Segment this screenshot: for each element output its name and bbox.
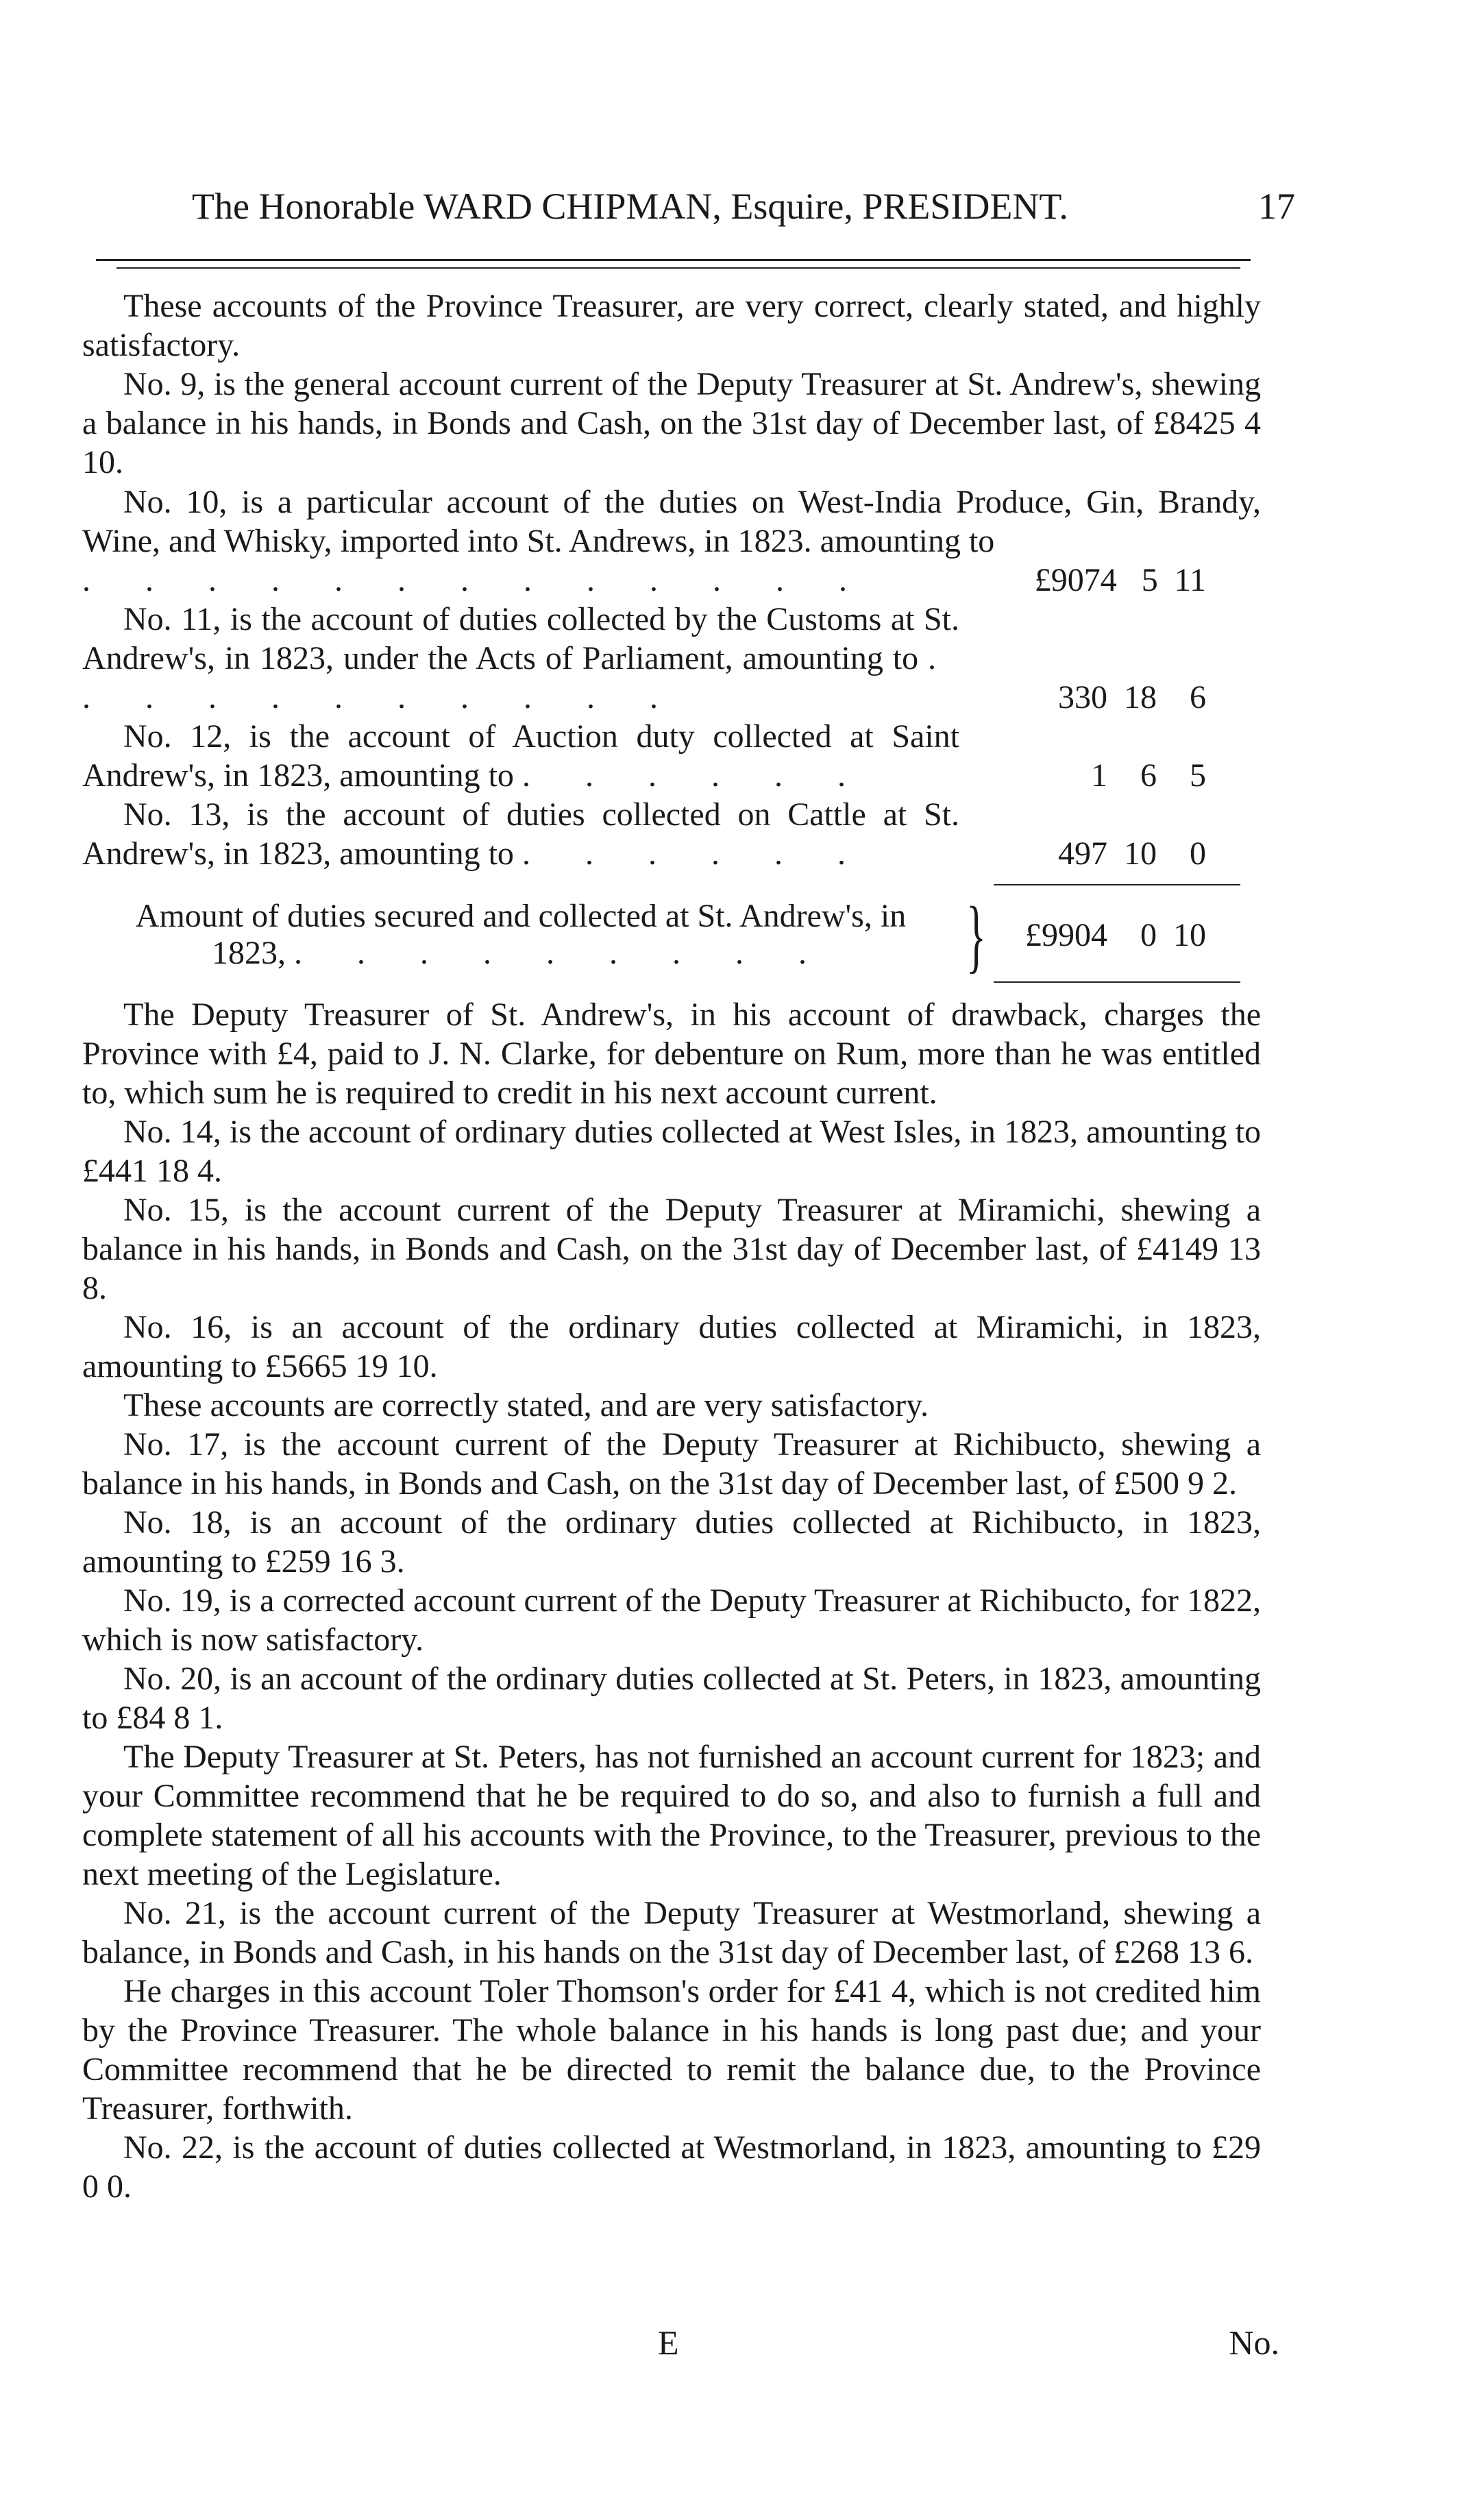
paragraph-no18: No. 18, is an account of the ordinary duties collected at Richibucto, in 1823, amounting to £259 16 3. (82, 1504, 1261, 1580)
no10-amount-line (82, 561, 1261, 600)
page-number: 17 (1258, 186, 1295, 227)
total-amount: £9904 0 10 (1025, 917, 1206, 953)
paragraph-no19: No. 19, is a corrected account current of the Deputy Treasurer at Richibucto, for 1822, which is now satisfactory. (82, 1582, 1261, 1658)
paragraph-no20: No. 20, is an account of the ordinary duties collected at St. Peters, in 1823, amounting to £84 8 1. (82, 1661, 1261, 1736)
section-body (82, 995, 1261, 2206)
no10-amount: £9074 5 11 (1034, 562, 1206, 598)
curly-brace: } (966, 890, 986, 981)
paragraph-no21: No. 21, is the account current of the Deputy Treasurer at Westmorland, shewing a balance, in Bonds and Cash, in his hands on the 31st day of December last, of £268 13 6. (82, 1895, 1261, 1970)
paragraph-stpeters: The Deputy Treasurer at St. Peters, has not furnished an account current for 1823; and your Committee recommend that he be required to do so, and also to furnish a full and complete statement of all his accounts with the Province, to the Treasurer, previous to the next meeting of the Legislature. (82, 1739, 1261, 1892)
header-title: The Honorable WARD CHIPMAN, Esquire, PRESIDENT. (192, 186, 1068, 227)
no11-amount: 330 18 6 (1058, 679, 1206, 715)
paragraph-intro: These accounts of the Province Treasurer, are very correct, clearly stated, and highly satisfactory. (82, 288, 1261, 363)
signature-mark: E (658, 2323, 679, 2362)
no11-text: No. 11, is the account of duties collected by the Customs at St. Andrew's, in 1823, under the Acts of Parliament, amounting to (82, 601, 959, 676)
account-no12: No. 12, is the account of Auction duty collected at Saint Andrew's, in 1823, amounting to . . . . . . 1 6 5 (82, 718, 1206, 794)
total-label-line1: Amount of duties secured and collected at St. Andrew's, in (135, 898, 907, 934)
no13-text: No. 13, is the account of duties collected on Cattle at St. Andrew's, in 1823, amounting to (82, 796, 959, 872)
leader-dots: . . . . . . . . . (294, 935, 830, 971)
paragraph-no10: No. 10, is a particular account of the duties on West-India Produce, Gin, Brandy, Wine, and Whisky, imported into St. Andrews, in 1823. amounting to (82, 484, 1261, 559)
sum-rule-top (994, 884, 1240, 885)
paragraph-correct: These accounts are correctly stated, and are very satisfactory. (123, 1387, 929, 1423)
accounts-no11-13 (82, 600, 1261, 873)
catchword: No. (1229, 2323, 1279, 2362)
leader-dots: . . . . . . . . . . . . . (82, 562, 870, 598)
running-header (192, 184, 1295, 229)
paragraph-no17: No. 17, is the account current of the Deputy Treasurer at Richibucto, shewing a balance in his hands, in Bonds and Cash, on the 31st day of December last, of £500 9 2. (82, 1426, 1261, 1502)
paragraph-toler: He charges in this account Toler Thomson's order for £41 4, which is not credited him by the Province Treasurer. The whole balance in his hands is long past due; and your Committee recommend that he be directed to remit the balance due, to the Province Treasurer, forthwith. (82, 1973, 1261, 2127)
header-rule-thin (116, 267, 1240, 269)
account-no13: No. 13, is the account of duties collected on Cattle at St. Andrew's, in 1823, amounting to . . . . . . 497 10 0 (82, 796, 1206, 872)
paragraph-no22: No. 22, is the account of duties collected at Westmorland, in 1823, amounting to £29 0 0. (82, 2129, 1261, 2205)
paragraph-drawback: The Deputy Treasurer of St. Andrew's, in his account of drawback, charges the Province with £4, paid to J. N. Clarke, for debenture on Rum, more than he was entitled to, which sum he is required to credit in his next account current. (82, 996, 1261, 1111)
section-intro (82, 286, 1261, 482)
no12-amount: 1 6 5 (1091, 757, 1206, 794)
paragraph-no15: No. 15, is the account current of the Deputy Treasurer at Miramichi, shewing a balance in his hands, in Bonds and Cash, on the 31st day of December last, of £4149 13 8. (82, 1192, 1261, 1306)
sum-rule-bottom (994, 981, 1240, 983)
paragraph-no14: No. 14, is the account of ordinary duties collected at West Isles, in 1823, amounting to £441 18 4. (82, 1114, 1261, 1189)
paragraph-no16: No. 16, is an account of the ordinary duties collected at Miramichi, in 1823, amounting to £5665 19 10. (82, 1309, 1261, 1384)
no13-amount: 497 10 0 (1058, 835, 1206, 872)
total-label-line2: 1823, (212, 935, 286, 971)
header-rule (96, 259, 1251, 261)
paragraph-no9: No. 9, is the general account current of the Deputy Treasurer at St. Andrew's, shewing a balance in his hands, in Bonds and Cash, on the 31st day of December last, of £8425 4 10. (82, 366, 1261, 480)
account-no11: No. 11, is the account of duties collected by the Customs at St. Andrew's, in 1823, under the Acts of Parliament, amounting to . . . . . . . . . . . 330 18 6 (82, 601, 1206, 715)
total-block (82, 890, 1261, 981)
account-no10 (82, 482, 1261, 600)
no12-text: No. 12, is the account of Auction duty collected at Saint Andrew's, in 1823, amounting to (82, 718, 959, 794)
